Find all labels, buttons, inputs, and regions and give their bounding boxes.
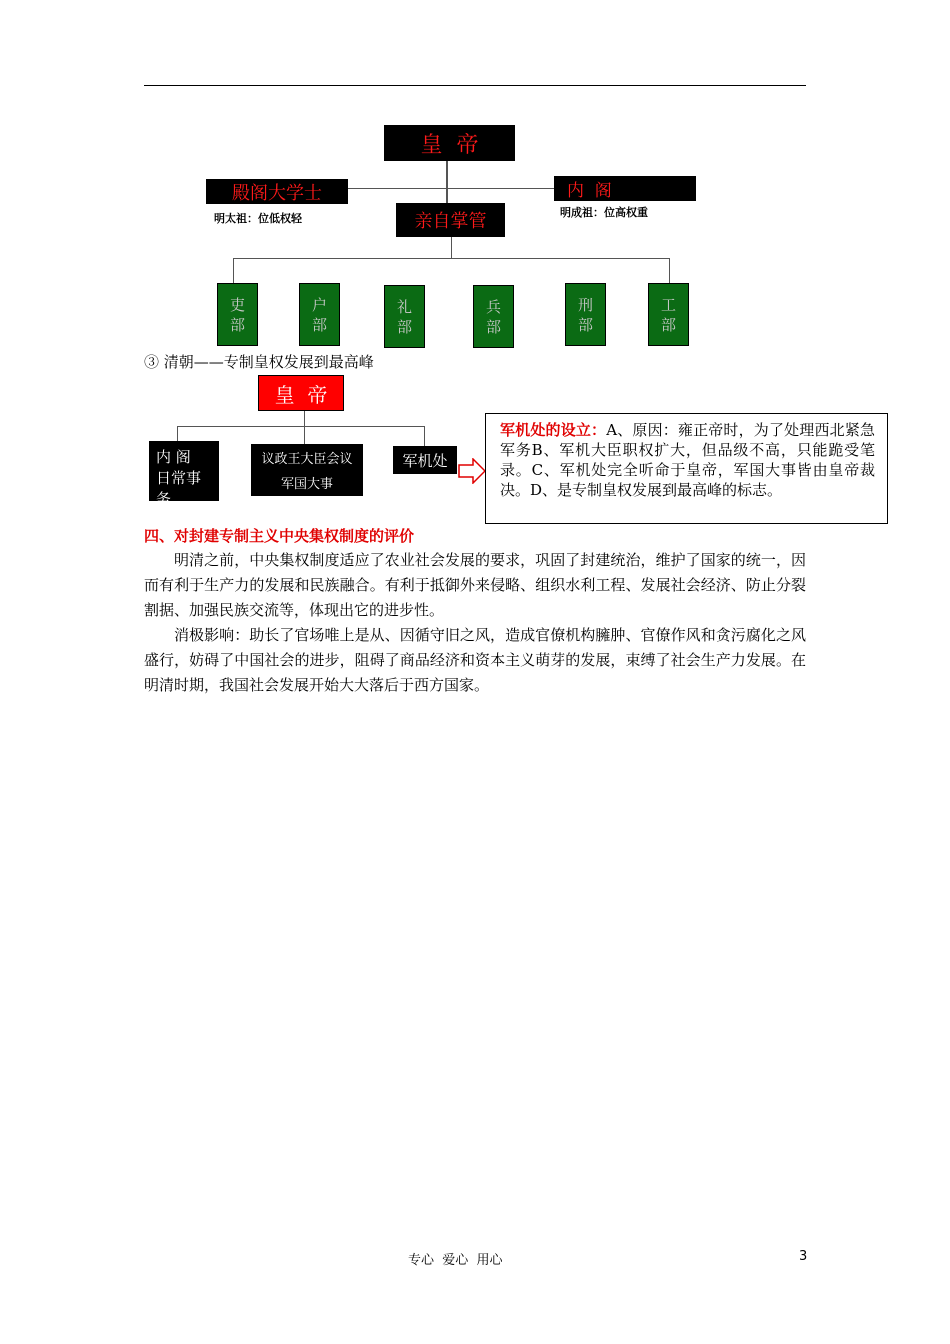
paragraph-negative: 消极影响：助长了官场唯上是从、因循守旧之风，造成官僚机构臃肿、官僚作风和贪污腐化之风盛行，妨碍了中国社会的进步，阻碍了商品经济和资本主义萌芽的发展，束缚了社会生产力发展。在明清时期，我国社会发展开始大大落后于西方国家。 bbox=[144, 626, 806, 694]
council-title: 议政王大臣会议 bbox=[261, 452, 353, 467]
qing-emperor-box: 皇 帝 bbox=[258, 375, 344, 411]
callout-lead: 军机处的设立： bbox=[500, 421, 607, 439]
qing-cabinet-box bbox=[149, 441, 219, 508]
connector bbox=[177, 426, 425, 427]
ministry-label: 礼 bbox=[396, 297, 412, 316]
connector bbox=[177, 426, 178, 441]
qing-cabinet-title: 内 阁 bbox=[156, 448, 191, 466]
connector bbox=[669, 258, 670, 283]
paragraph-positive: 明清之前，中央集权制度适应了农业社会发展的要求，巩固了封建统治，维护了国家的统一，因而有利于生产力的发展和民族融合。有利于抵御外来侵略、组织水利工程、发展社会经济、防止分裂割据、加强民族交流等，体现出它的进步性。 bbox=[144, 551, 806, 619]
ming-cabinet-box: 内 阁 bbox=[554, 176, 696, 201]
ministry-label: 部 bbox=[311, 315, 327, 334]
ministry-box bbox=[473, 285, 514, 348]
council-sub: 军国大事 bbox=[280, 477, 333, 492]
connector bbox=[304, 410, 305, 426]
grand-secretary-note: 明太祖：位低权轻 bbox=[214, 212, 302, 225]
grand-secretary-box: 殿阁大学士 bbox=[206, 179, 348, 204]
connector bbox=[233, 258, 234, 283]
ministry-label: 部 bbox=[396, 317, 412, 336]
footer-motto: 专心 爱心 用心 bbox=[408, 1253, 503, 1268]
arrow-right-icon bbox=[458, 458, 486, 484]
connector bbox=[233, 258, 670, 259]
ministry-box bbox=[565, 283, 606, 346]
ministry-box bbox=[648, 283, 689, 346]
ministry-label: 部 bbox=[485, 317, 501, 336]
ministry-label: 部 bbox=[577, 315, 593, 334]
page-number: 3 bbox=[799, 1249, 808, 1264]
ministry-label: 兵 bbox=[485, 297, 501, 316]
ministry-label: 户 bbox=[311, 295, 327, 314]
grand-council-callout bbox=[485, 413, 888, 524]
ministry-box bbox=[384, 285, 425, 348]
section-heading: 四、对封建专制主义中央集权制度的评价 bbox=[144, 527, 415, 545]
connector bbox=[304, 426, 305, 444]
ministry-label: 部 bbox=[229, 315, 245, 334]
ministry-label: 吏 bbox=[229, 295, 245, 314]
qing-heading: ③ 清朝——专制皇权发展到最高峰 bbox=[144, 353, 374, 371]
connector bbox=[424, 426, 425, 446]
ministry-label: 部 bbox=[660, 315, 676, 334]
callout-body: A、原因：雍正帝时，为了处理西北紧急军务B、军机大臣职权扩大，但品级不高，只能跪受笔录。C、军机处完全听命于皇帝，军国大事皆由皇帝裁决。D、是专制皇权发展到最高峰的标志。 bbox=[500, 421, 875, 499]
council-box bbox=[251, 444, 363, 496]
ministry-label: 工 bbox=[660, 295, 676, 314]
connector bbox=[451, 236, 452, 258]
ministry-box bbox=[299, 283, 340, 346]
ming-cabinet-note: 明成祖：位高权重 bbox=[560, 206, 648, 219]
header-rule bbox=[144, 85, 806, 86]
qing-cabinet-sub: 日常事务 bbox=[156, 469, 202, 508]
direct-control-box: 亲自掌管 bbox=[396, 203, 505, 237]
ministry-label: 刑 bbox=[577, 295, 593, 314]
ministry-box bbox=[217, 283, 258, 346]
grand-council-box: 军机处 bbox=[393, 446, 457, 474]
connector bbox=[348, 188, 554, 189]
ming-emperor-box: 皇 帝 bbox=[384, 125, 515, 161]
connector bbox=[446, 160, 448, 204]
